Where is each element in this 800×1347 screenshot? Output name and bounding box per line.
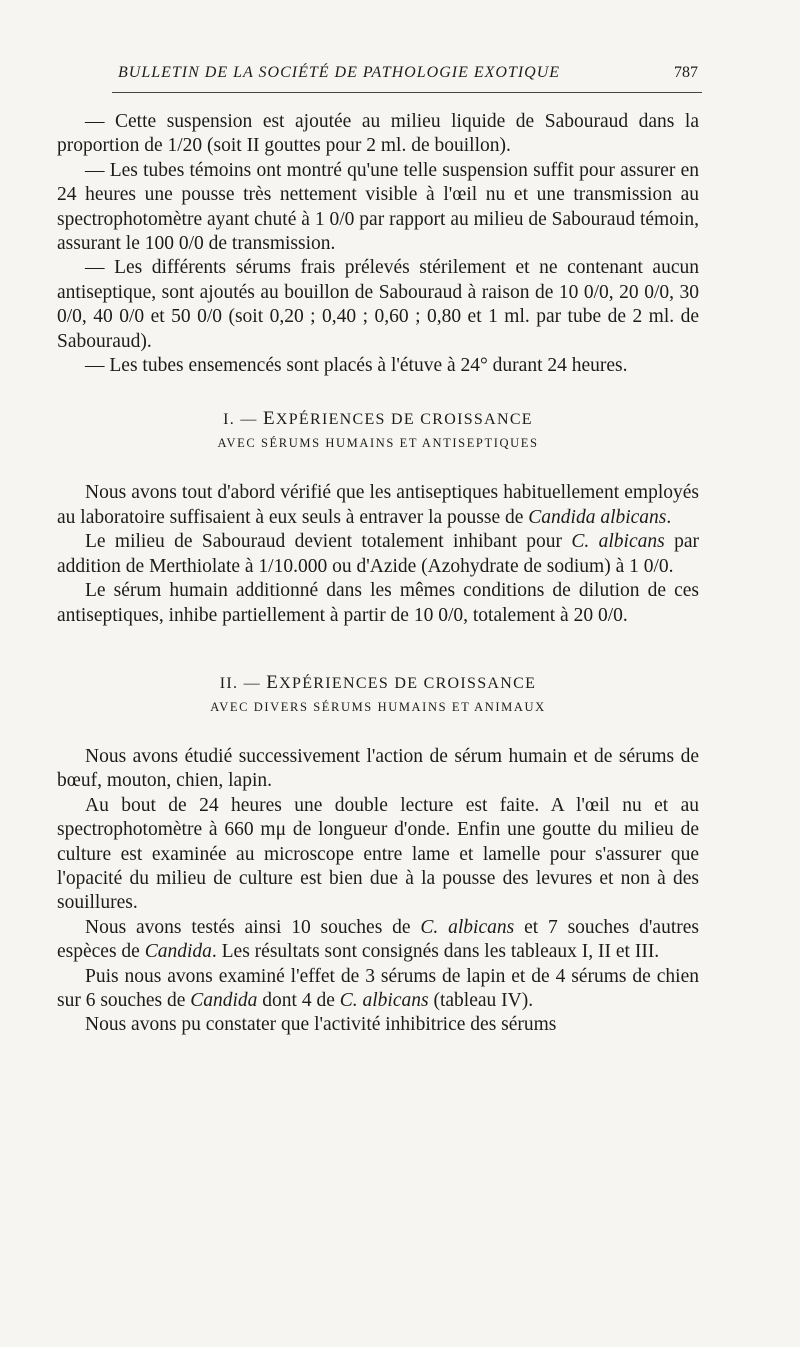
section-1-title: XPÉRIENCES DE CROISSANCE — [275, 411, 533, 429]
section-2 — [57, 672, 699, 1038]
journal-title: BULLETIN DE LA SOCIÉTÉ DE PATHOLOGIE EXOTIQUE — [118, 64, 561, 81]
species-name: Candida albicans — [528, 506, 667, 528]
intro-paragraph: — Les tubes ensemencés sont placés à l'étuve à 24° durant 24 heures. — [85, 355, 628, 377]
section-1-number: I. — — [223, 411, 263, 429]
text-run: Puis nous avons examiné l'effet de 3 sérums de lapin et de 4 sérums de chien sur 6 souches de — [57, 965, 699, 1011]
intro-paragraph: — Les différents sérums frais prélevés stérilement et ne contenant aucun antiseptique, sont ajoutés au bouillon de Sabouraud à raison de 10 0/0, 20 0/0, 30 0/0, 40 0/0 et 50 0/0 (soit 0,20 ; 0,40 ; 0,60 ; 0,80 et 1 ml. par tube de 2 ml. de Sabouraud). — [57, 257, 699, 352]
intro-paragraph: — Cette suspension est ajoutée au milieu liquide de Sabouraud dans la proportion de 1/20 (soit II gouttes pour 2 ml. de bouillon). — [57, 111, 699, 157]
section-2-heading — [57, 672, 699, 694]
text-run: . — [666, 506, 672, 528]
section-2-paragraph: Nous avons étudié successivement l'action de sérum humain et de sérums de bœuf, mouton, chien, lapin. — [57, 745, 699, 792]
text-run: . Les résultats sont consignés dans les tableaux I, II et III. — [211, 941, 660, 963]
section-2-subheading: AVEC DIVERS SÉRUMS HUMAINS ET ANIMAUX — [210, 699, 546, 714]
text-run: dont 4 de — [257, 989, 340, 1011]
section-2-paragraph — [57, 965, 699, 1014]
genus-name: Candida — [190, 989, 258, 1011]
section-2-paragraph: Au bout de 24 heures une double lecture est faite. A l'œil nu et au spectrophotomètre à 660 mμ de longueur d'onde. Enfin une goutte du milieu de culture est examinée au microscope entre lame et lamelle pour s'assurer que l'opacité du milieu de culture est bien due à la pousse des levures et non à des souillures. — [57, 794, 699, 914]
section-1-paragraph — [57, 481, 699, 530]
text-run: par addition de Merthiolate à 1/10.000 ou d'Azide (Azohydrate de sodium) à 1 0/0. — [57, 531, 699, 577]
text-run: et 7 souches d'autres espèces de — [57, 916, 699, 963]
section-2-initial: E — [266, 671, 280, 693]
genus-name: Candida — [144, 941, 212, 963]
running-header — [112, 64, 702, 94]
section-1-initial: E — [262, 408, 276, 430]
species-name: C. albicans — [420, 916, 515, 938]
section-2-number: II. — — [219, 674, 267, 692]
section-2-title: XPÉRIENCES DE CROISSANCE — [279, 674, 537, 692]
section-1-paragraph — [57, 530, 699, 579]
text-run: (tableau IV). — [428, 989, 534, 1011]
page-number: 787 — [674, 64, 698, 81]
text-run: Nous avons testés ainsi 10 souches de — [85, 916, 421, 938]
text-run: Nous avons tout d'abord vérifié que les antiseptiques habituellement employés au laboratoire suffisaient à eux seuls à entraver la pousse de — [57, 482, 699, 528]
section-1 — [57, 408, 699, 627]
species-name: C. albicans — [339, 989, 429, 1011]
header-rule — [112, 92, 702, 93]
text-run: Le milieu de Sabouraud devient totalement inhibant pour — [85, 531, 572, 553]
section-1-paragraph: Le sérum humain additionné dans les mêmes conditions de dilution de ces antiseptiques, inhibe partiellement à partir de 10 0/0, totalement à 20 0/0. — [57, 580, 699, 626]
section-2-paragraph — [57, 916, 699, 965]
section-2-paragraph: Nous avons pu constater que l'activité inhibitrice des sérums — [85, 1014, 557, 1036]
section-1-subheading: AVEC SÉRUMS HUMAINS ET ANTISEPTIQUES — [217, 436, 539, 451]
section-1-heading — [57, 408, 699, 430]
intro-paragraph: — Les tubes témoins ont montré qu'une telle suspension suffit pour assurer en 24 heures une pousse très nettement visible à l'œil nu et une transmission au spectrophotomètre ayant chuté à 1 0/0 par rapport au milieu de Sabouraud témoin, assurant le 100 0/0 de transmission. — [57, 159, 699, 255]
species-name: C. albicans — [571, 531, 665, 553]
body-text — [57, 110, 699, 1038]
